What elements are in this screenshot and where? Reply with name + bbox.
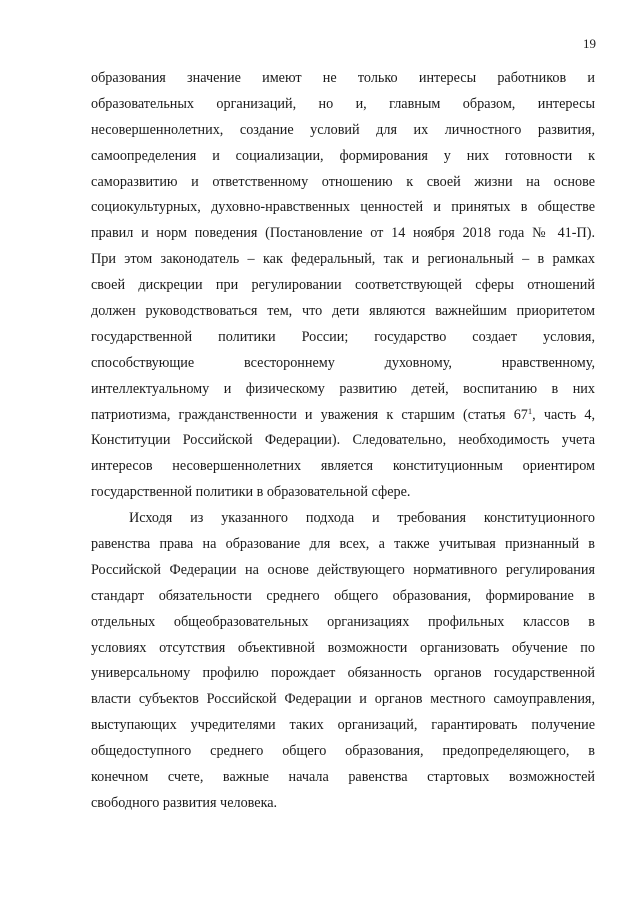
text-line: общедоступного среднего общего образования, предопределяющего, в <box>91 743 595 760</box>
text-line: равенства права на образование для всех, а также учитывая признанный в <box>91 536 595 553</box>
line-text-before: патриотизма, гражданственности и уважения к старшим (статья 67 <box>91 406 528 423</box>
paragraph-1 <box>91 66 595 506</box>
text-line: социокультурных, духовно-нравственных ценностей и принятых в обществе <box>91 199 595 216</box>
text-line: Российской Федерации на основе действующего нормативного регулирования <box>91 561 595 578</box>
text-line: саморазвитию и ответственному отношению к своей жизни на основе <box>91 173 595 190</box>
text-line: Исходя из указанного подхода и требования конституционного <box>129 510 595 527</box>
text-line: своей дискреции при регулировании соответствующей сферы отношений <box>91 277 595 294</box>
document-body <box>91 66 595 817</box>
page-number: 19 <box>583 36 596 51</box>
text-line: государственной политики в образовательной сфере. <box>91 484 411 501</box>
text-line: способствующие всестороннему духовному, нравственному, <box>91 354 595 371</box>
text-line: власти субъектов Российской Федерации и органов местного самоуправления, <box>91 691 595 708</box>
text-line: Конституции Российской Федерации). Следовательно, необходимость учета <box>91 432 595 449</box>
text-line: интересов несовершеннолетних является конституционным ориентиром <box>91 458 595 475</box>
text-line: образования значение имеют не только интересы работников и <box>91 70 595 86</box>
text-line: образовательных организаций, но и, главным образом, интересы <box>91 95 595 112</box>
text-line: свободного развития человека. <box>91 794 278 811</box>
text-line: универсальному профилю порождает обязанность органов государственной <box>91 665 595 682</box>
text-line: При этом законодатель – как федеральный, так и региональный – в рамках <box>91 251 595 268</box>
text-line: отдельных общеобразовательных организациях профильных классов в <box>91 613 595 630</box>
text-line: условиях отсутствия объективной возможности организовать обучение по <box>91 639 595 656</box>
line-text-after: , часть 4, <box>532 406 595 423</box>
text-line: самоопределения и социализации, формирования у них готовности к <box>91 147 595 164</box>
text-line: выступающих учредителями таких организаций, гарантировать получение <box>91 717 595 734</box>
text-line: несовершеннолетних, создание условий для их личностного развития, <box>91 121 595 138</box>
text-line: стандарт обязательности среднего общего образования, формирование в <box>91 587 595 604</box>
text-line: должен руководствоваться тем, что дети являются важнейшим приоритетом <box>91 303 595 320</box>
article-superscript: 1 <box>527 405 533 416</box>
text-line-with-footnote <box>91 403 595 429</box>
text-line: правил и норм поведения (Постановление от 14 ноября 2018 года № 41-П). <box>91 225 595 242</box>
text-line: интеллектуальному и физическому развитию детей, воспитанию в них <box>91 380 595 397</box>
text-line: государственной политики России; государство создает условия, <box>91 328 595 345</box>
paragraph-2 <box>91 506 595 817</box>
text-line: конечном счете, важные начала равенства стартовых возможностей <box>91 769 595 786</box>
